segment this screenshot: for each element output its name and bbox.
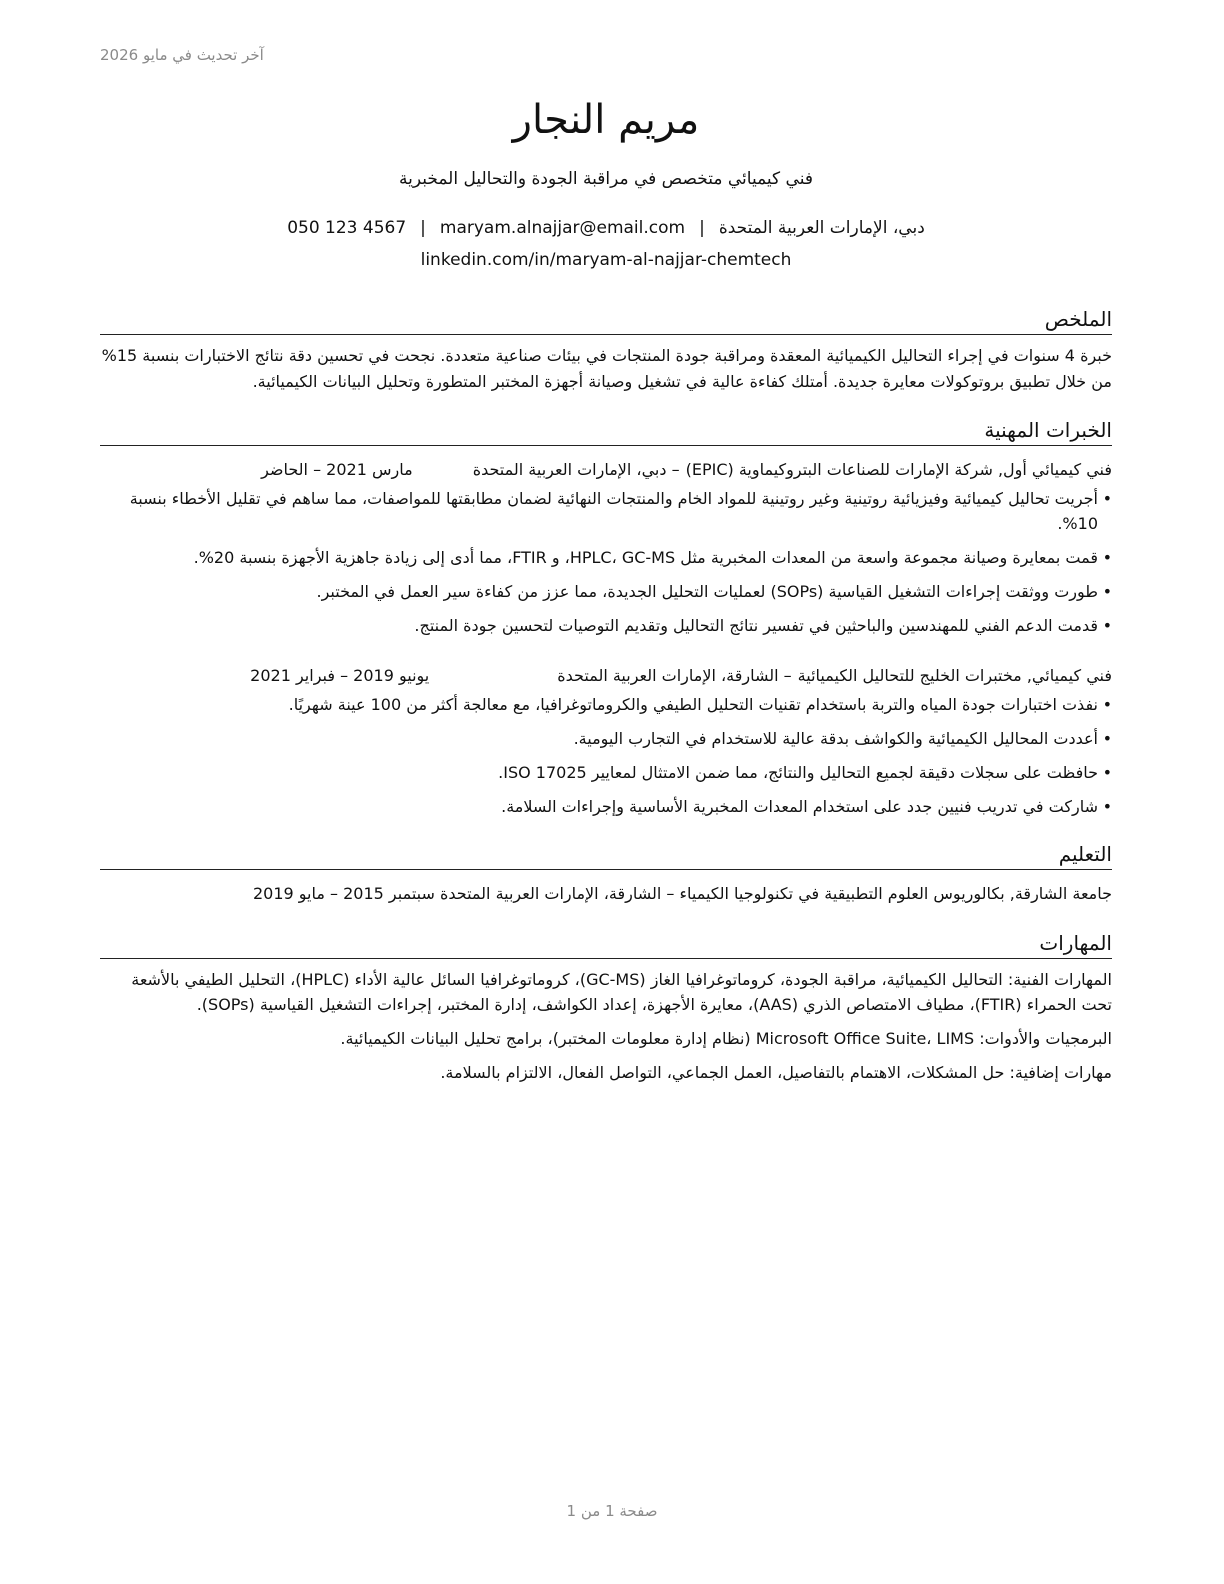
page-number: صفحة 1 من 1	[566, 1502, 658, 1520]
job-bullet: • قمت بمعايرة وصيانة مجموعة واسعة من المعدات المخبرية مثل HPLC، GC-MS، و FTIR، مما أدى إلى زيادة جاهزية الأجهزة بنسبة 20%.	[100, 545, 1112, 570]
resume-page	[100, 92, 1112, 1085]
education-heading: التعليم	[100, 839, 1112, 870]
job-role-company: فني كيميائي, مختبرات الخليج للتحاليل الكيميائية	[797, 666, 1112, 685]
job-bullet: • أعددت المحاليل الكيميائية والكواشف بدقة عالية للاستخدام في التجارب اليومية.	[100, 726, 1112, 751]
skills-software: البرمجيات والأدوات: Microsoft Office Suite، LIMS (نظام إدارة معلومات المختبر)، برامج تحليل البيانات الكيميائية.	[340, 1029, 1112, 1048]
job-bullet: • قدمت الدعم الفني للمهندسين والباحثين في تفسير نتائج التحاليل وتقديم التوصيات لتحسين جودة المنتج.	[100, 613, 1112, 638]
contact-phone: 050 123 4567	[287, 218, 407, 238]
job-header	[100, 662, 1112, 690]
contact-location: دبي، الإمارات العربية المتحدة	[718, 218, 925, 238]
job-location: – الشارقة، الإمارات العربية المتحدة	[557, 666, 792, 685]
job-role-company: فني كيميائي أول, شركة الإمارات للصناعات البتروكيماوية (EPIC)	[685, 460, 1112, 479]
job-entry	[100, 456, 1112, 638]
contact-separator: |	[420, 218, 426, 238]
job-entry	[100, 662, 1112, 819]
skills-additional: مهارات إضافية: حل المشكلات، الاهتمام بالتفاصيل، العمل الجماعي، التواصل الفعال، الالتزام بالسلامة.	[440, 1063, 1112, 1082]
job-bullet: • نفذت اختبارات جودة المياه والتربة باستخدام تقنيات التحليل الطيفي والكروماتوغرافيا، مع معالجة أكثر من 100 عينة شهريًا.	[100, 692, 1112, 717]
summary-text: خبرة 4 سنوات في إجراء التحاليل الكيميائية المعقدة ومراقبة جودة المنتجات في بيئات صناعية متعددة. نجحت في تحسين دقة نتائج الاختبارات بنسبة 15% من خلال تطبيق بروتوكولات معايرة جديدة. أمتلك كفاءة عالية في تشغيل وصيانة أجهزة المختبر المتطورة وتحليل البيانات الكيميائية.	[101, 346, 1112, 391]
job-bullets	[100, 692, 1112, 819]
last-updated-note: آخر تحديث في مايو 2026	[100, 46, 264, 64]
skills-heading: المهارات	[100, 928, 1112, 959]
contact-email[interactable]: maryam.alnajjar@email.com	[439, 218, 686, 238]
summary-heading: الملخص	[100, 304, 1112, 335]
contact-separator: |	[699, 218, 705, 238]
contact-block	[100, 212, 1112, 276]
job-dates: يونيو 2019 – فبراير 2021	[250, 666, 430, 685]
candidate-name: مريم النجار	[512, 97, 700, 143]
contact-linkedin[interactable]: linkedin.com/in/maryam-al-najjar-chemtech	[420, 250, 792, 270]
experience-heading: الخبرات المهنية	[100, 415, 1112, 446]
job-bullet: • طورت ووثقت إجراءات التشغيل القياسية (SOPs) لعمليات التحليل الجديدة، مما عزز من كفاءة سير العمل في المختبر.	[100, 579, 1112, 604]
job-location: – دبي، الإمارات العربية المتحدة	[472, 460, 680, 479]
job-bullet: • أجريت تحاليل كيميائية وفيزيائية روتينية وغير روتينية للمواد الخام والمنتجات النهائية لضمان مطابقتها للمواصفات، مما ساهم في تقليل الأخطاء بنسبة 10%.	[100, 486, 1112, 536]
contact-line	[100, 212, 1112, 244]
education-entry: جامعة الشارقة, بكالوريوس العلوم التطبيقية في تكنولوجيا الكيمياء – الشارقة، الإمارات العربية المتحدة سبتمبر 2015 – مايو 2019	[252, 884, 1112, 903]
job-bullet: • شاركت في تدريب فنيين جدد على استخدام المعدات المخبرية الأساسية وإجراءات السلامة.	[100, 794, 1112, 819]
job-bullet: • حافظت على سجلات دقيقة لجميع التحاليل والنتائج، مما ضمن الامتثال لمعايير ISO 17025.	[100, 760, 1112, 785]
job-header	[100, 456, 1112, 484]
job-bullets	[100, 486, 1112, 638]
skills-technical: المهارات الفنية: التحاليل الكيميائية، مراقبة الجودة، كروماتوغرافيا الغاز (GC-MS)، كروماتوغرافيا السائل عالية الأداء (HPLC)، التحليل الطيفي بالأشعة تحت الحمراء (FTIR)، مطياف الامتصاص الذري (AAS)، معايرة الأجهزة، إعداد الكواشف، إدارة المختبر، إجراءات التشغيل القياسية (SOPs).	[131, 970, 1112, 1014]
job-dates: مارس 2021 – الحاضر	[261, 460, 413, 479]
candidate-headline: فني كيميائي متخصص في مراقبة الجودة والتحاليل المخبرية	[399, 169, 813, 189]
